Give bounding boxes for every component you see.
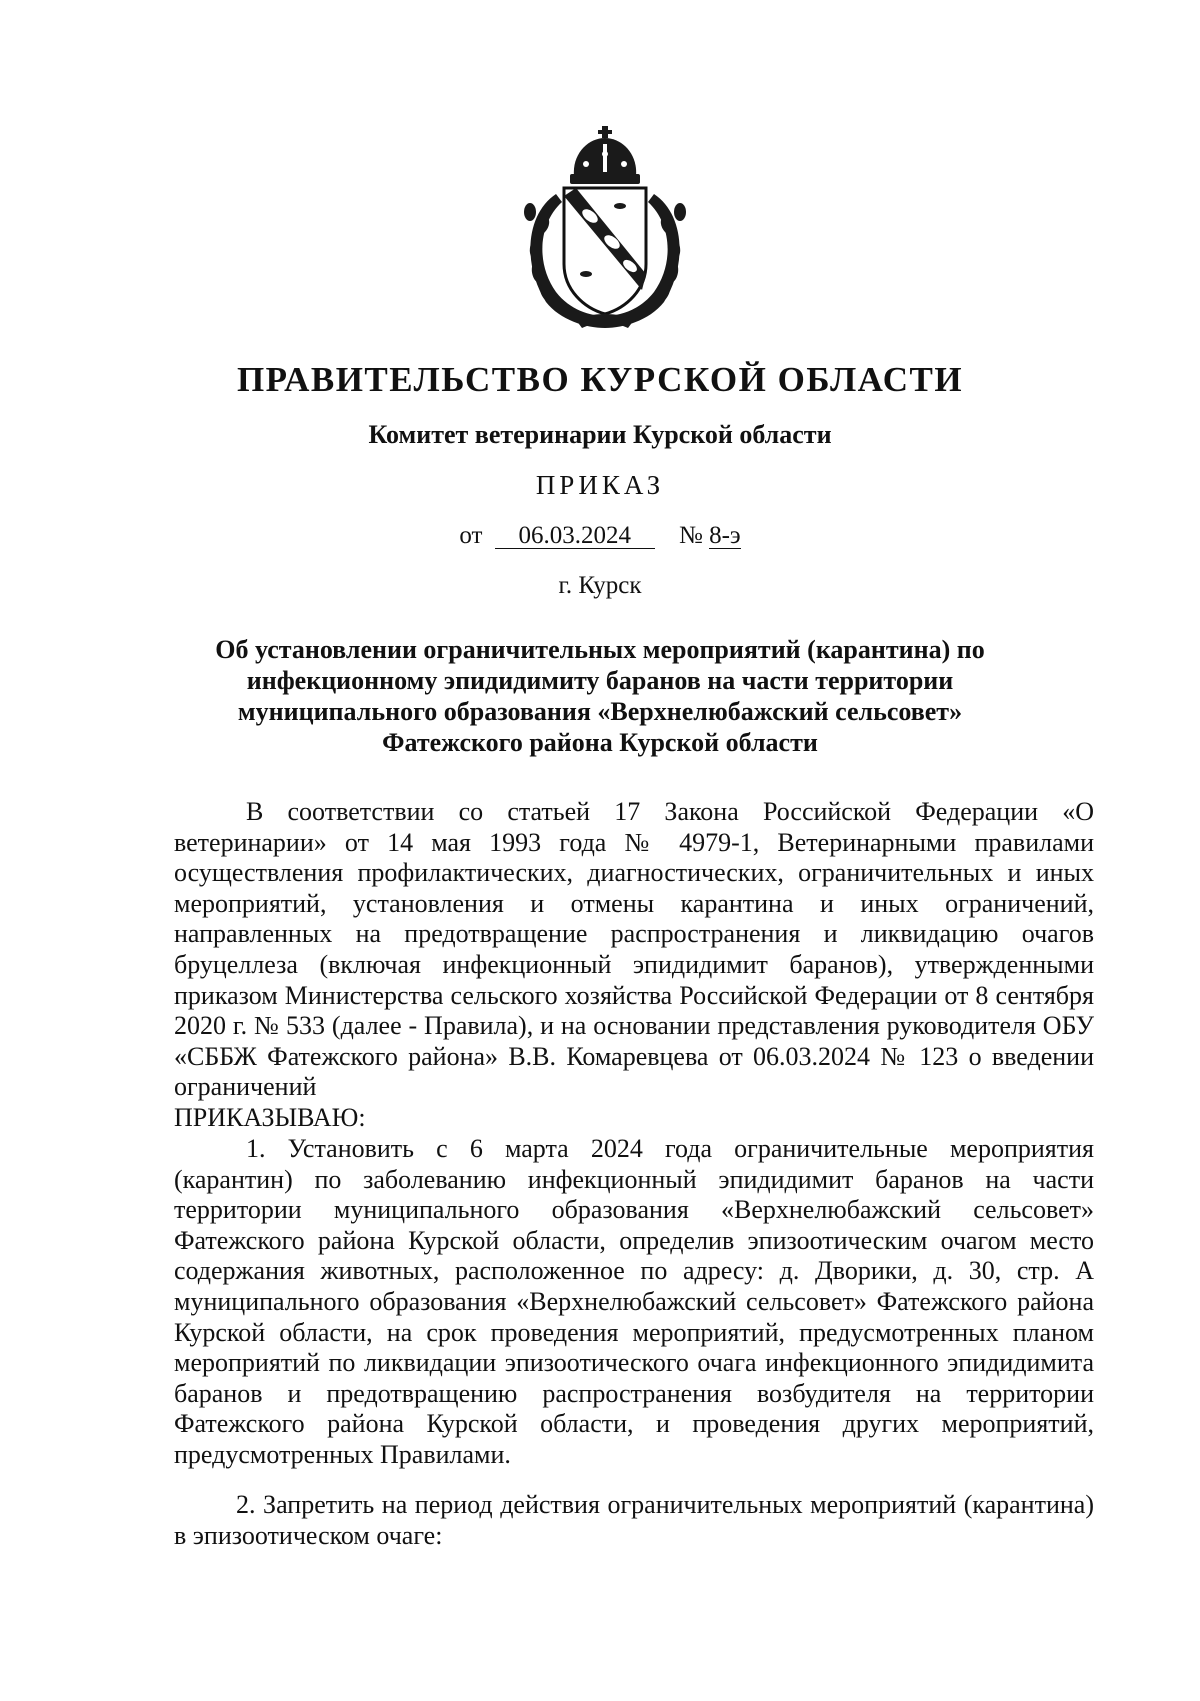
- number-prefix: №: [678, 522, 703, 549]
- order-number: 8-э: [709, 522, 741, 549]
- kursk-coat-of-arms-emblem: [516, 124, 694, 330]
- subject-line: Об установлении ограничительных мероприятий (карантина) по: [215, 635, 985, 664]
- government-title: ПРАВИТЕЛЬСТВО КУРСКОЙ ОБЛАСТИ: [236, 360, 964, 399]
- city: г. Курск: [558, 572, 642, 599]
- order-date: 06.03.2024: [495, 524, 655, 549]
- subject-line: муниципального образования «Верхнелюбажский сельсовет»: [237, 697, 963, 726]
- document-type: ПРИКАЗ: [535, 470, 665, 500]
- preamble-block: [174, 797, 1094, 1134]
- subject-line: Фатежского района Курской области: [382, 728, 818, 757]
- order-date-number: [0, 522, 1200, 550]
- preamble-paragraph: В соответствии со статьей 17 Закона Российской Федерации «О ветеринарии» от 14 мая 1993 года № 4979-1, Ветеринарными правилами осуществления профилактических, диагностических, ограничительных и иных мероприятий, установления и отмены карантина и иных ограничений, направленных на предотвращение распространения и ликвидацию очагов бруцеллеза (включая инфекционный эпидидимит баранов), утвержденными приказом Министерства сельского хозяйства Российской Федерации от 8 сентября 2020 г. № 533 (далее - Правила), и на основании представления руководителя ОБУ «СББЖ Фатежского района» В.В. Комаревцева от 06.03.2024 № 123 о введении ограничений: [174, 797, 1094, 1102]
- order-subject: [0, 634, 1200, 758]
- order-verb: ПРИКАЗЫВАЮ:: [174, 1102, 366, 1132]
- committee-name: Комитет ветеринарии Курской области: [368, 420, 832, 449]
- item-1-paragraph: 1. Установить с 6 марта 2024 года ограничительные мероприятия (карантин) по заболеванию инфекционный эпидидимит баранов на части территории муниципального образования «Верхнелюбажский сельсовет» Фатежского района Курской области, определив эпизоотическим очагом место содержания животных, расположенное по адресу: д. Дворики, д. 30, стр. А муниципального образования «Верхнелюбажский сельсовет» Фатежского района Курской области, на срок проведения мероприятий, предусмотренных планом мероприятий по ликвидации эпизоотического очага инфекционного эпидидимита баранов и предотвращению распространения возбудителя на территории Фатежского района Курской области, и проведения других мероприятий, предусмотренных Правилами.: [174, 1134, 1094, 1469]
- item-2: [174, 1490, 1094, 1551]
- date-prefix: от: [459, 522, 483, 549]
- subject-line: инфекционному эпидидимиту баранов на части территории: [246, 666, 954, 695]
- item-2-paragraph: 2. Запретить на период действия ограничительных мероприятий (карантина) в эпизоотическом очаге:: [174, 1490, 1094, 1550]
- item-1: [174, 1134, 1094, 1471]
